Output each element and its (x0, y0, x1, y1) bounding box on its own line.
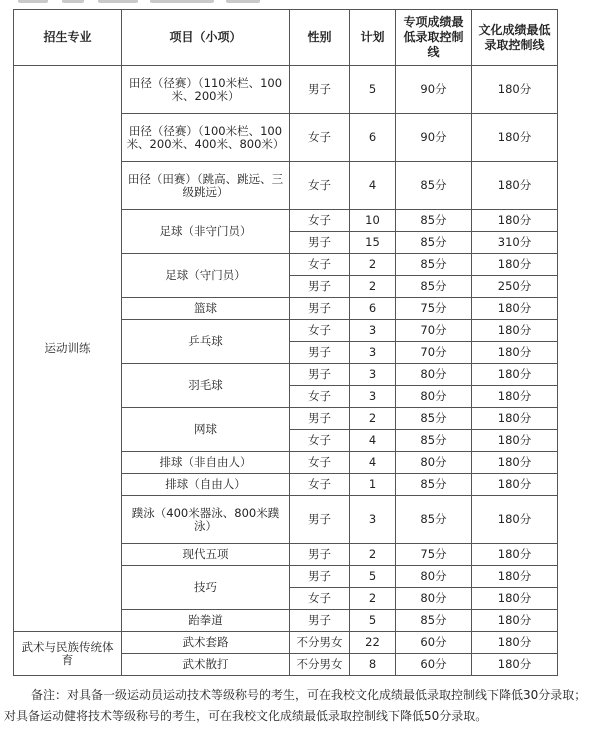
special-score-cell: 80分 (396, 566, 472, 588)
item-cell: 篮球 (122, 298, 290, 320)
gender-cell: 女子 (290, 210, 350, 232)
gender-cell: 女子 (290, 588, 350, 610)
culture-score-cell: 180分 (472, 66, 558, 114)
special-score-cell: 60分 (396, 632, 472, 654)
culture-score-cell: 180分 (472, 474, 558, 496)
item-cell: 田径（径赛）（110米栏、100米、200米） (122, 66, 290, 114)
gender-cell: 男子 (290, 496, 350, 544)
plan-cell: 5 (350, 66, 396, 114)
special-score-cell: 70分 (396, 342, 472, 364)
item-cell: 技巧 (122, 566, 290, 610)
culture-score-cell: 180分 (472, 452, 558, 474)
special-score-cell: 80分 (396, 386, 472, 408)
culture-score-cell: 180分 (472, 210, 558, 232)
special-score-cell: 80分 (396, 364, 472, 386)
item-cell: 乒乓球 (122, 320, 290, 364)
gender-cell: 男子 (290, 610, 350, 632)
plan-cell: 2 (350, 588, 396, 610)
special-score-cell: 90分 (396, 66, 472, 114)
gender-cell: 女子 (290, 386, 350, 408)
culture-score-cell: 180分 (472, 610, 558, 632)
gender-cell: 女子 (290, 162, 350, 210)
gender-cell: 女子 (290, 452, 350, 474)
plan-cell: 3 (350, 496, 396, 544)
culture-score-cell: 180分 (472, 408, 558, 430)
major-cell-wushu: 武术与民族传统体育 (14, 632, 122, 676)
special-score-cell: 60分 (396, 654, 472, 676)
special-score-cell: 70分 (396, 320, 472, 342)
item-cell: 田径（径赛）（100米栏、100米、200米、400米、800米） (122, 114, 290, 162)
gender-cell: 男子 (290, 566, 350, 588)
gender-cell: 女子 (290, 430, 350, 452)
item-cell: 排球（自由人） (122, 474, 290, 496)
table-row (14, 66, 558, 114)
gender-cell: 男子 (290, 232, 350, 254)
plan-cell: 5 (350, 610, 396, 632)
plan-cell: 2 (350, 408, 396, 430)
culture-score-cell: 180分 (472, 254, 558, 276)
culture-score-cell: 180分 (472, 162, 558, 210)
culture-score-cell: 180分 (472, 364, 558, 386)
admission-score-table (13, 9, 558, 676)
item-cell: 足球（守门员） (122, 254, 290, 298)
plan-cell: 3 (350, 386, 396, 408)
item-cell: 足球（非守门员） (122, 210, 290, 254)
item-cell: 跆拳道 (122, 610, 290, 632)
special-score-cell: 85分 (396, 430, 472, 452)
plan-cell: 4 (350, 162, 396, 210)
culture-score-cell: 180分 (472, 654, 558, 676)
table-header-row (14, 10, 558, 66)
culture-score-cell: 310分 (472, 232, 558, 254)
culture-score-cell: 180分 (472, 342, 558, 364)
special-score-cell: 85分 (396, 210, 472, 232)
special-score-cell: 85分 (396, 254, 472, 276)
plan-cell: 2 (350, 276, 396, 298)
plan-cell: 3 (350, 342, 396, 364)
culture-score-cell: 180分 (472, 320, 558, 342)
culture-score-cell: 180分 (472, 632, 558, 654)
gender-cell: 男子 (290, 276, 350, 298)
header-culture-score: 文化成绩最低录取控制线 (472, 10, 558, 66)
plan-cell: 1 (350, 474, 396, 496)
plan-cell: 3 (350, 364, 396, 386)
gender-cell: 男子 (290, 408, 350, 430)
gender-cell: 不分男女 (290, 654, 350, 676)
table-row (14, 632, 558, 654)
special-score-cell: 85分 (396, 162, 472, 210)
plan-cell: 22 (350, 632, 396, 654)
culture-score-cell: 180分 (472, 566, 558, 588)
plan-cell: 2 (350, 254, 396, 276)
culture-score-cell: 180分 (472, 588, 558, 610)
header-special-score: 专项成绩最低录取控制线 (396, 10, 472, 66)
culture-score-cell: 180分 (472, 496, 558, 544)
plan-cell: 15 (350, 232, 396, 254)
gender-cell: 男子 (290, 298, 350, 320)
cropped-text-strip (0, 0, 600, 8)
plan-cell: 2 (350, 544, 396, 566)
special-score-cell: 85分 (396, 610, 472, 632)
special-score-cell: 80分 (396, 588, 472, 610)
special-score-cell: 90分 (396, 114, 472, 162)
gender-cell: 男子 (290, 544, 350, 566)
gender-cell: 男子 (290, 342, 350, 364)
item-cell: 武术散打 (122, 654, 290, 676)
item-cell: 武术套路 (122, 632, 290, 654)
special-score-cell: 75分 (396, 298, 472, 320)
plan-cell: 8 (350, 654, 396, 676)
header-major: 招生专业 (14, 10, 122, 66)
plan-cell: 6 (350, 298, 396, 320)
special-score-cell: 85分 (396, 474, 472, 496)
culture-score-cell: 180分 (472, 430, 558, 452)
culture-score-cell: 180分 (472, 298, 558, 320)
item-cell: 网球 (122, 408, 290, 452)
gender-cell: 女子 (290, 320, 350, 342)
culture-score-cell: 180分 (472, 114, 558, 162)
major-cell-sports-training: 运动训练 (14, 66, 122, 632)
special-score-cell: 75分 (396, 544, 472, 566)
plan-cell: 10 (350, 210, 396, 232)
header-item: 项目（小项） (122, 10, 290, 66)
plan-cell: 4 (350, 430, 396, 452)
special-score-cell: 85分 (396, 496, 472, 544)
item-cell: 羽毛球 (122, 364, 290, 408)
plan-cell: 4 (350, 452, 396, 474)
item-cell: 田径（田赛）（跳高、跳远、三级跳远） (122, 162, 290, 210)
plan-cell: 6 (350, 114, 396, 162)
gender-cell: 女子 (290, 474, 350, 496)
special-score-cell: 80分 (396, 452, 472, 474)
culture-score-cell: 250分 (472, 276, 558, 298)
header-plan: 计划 (350, 10, 396, 66)
culture-score-cell: 180分 (472, 544, 558, 566)
gender-cell: 女子 (290, 254, 350, 276)
item-cell: 现代五项 (122, 544, 290, 566)
special-score-cell: 85分 (396, 408, 472, 430)
plan-cell: 3 (350, 320, 396, 342)
item-cell: 排球（非自由人） (122, 452, 290, 474)
footnote: 备注：对具备一级运动员运动技术等级称号的考生，可在我校文化成绩最低录取控制线下降低30分录取；对具备运动健将技术等级称号的考生，可在我校文化成绩最低录取控制线下降低50分录取。 (4, 688, 587, 723)
header-gender: 性别 (290, 10, 350, 66)
gender-cell: 女子 (290, 114, 350, 162)
item-cell: 蹼泳（400米器泳、800米蹼泳） (122, 496, 290, 544)
culture-score-cell: 180分 (472, 386, 558, 408)
gender-cell: 不分男女 (290, 632, 350, 654)
special-score-cell: 85分 (396, 276, 472, 298)
plan-cell: 5 (350, 566, 396, 588)
gender-cell: 男子 (290, 66, 350, 114)
gender-cell: 男子 (290, 364, 350, 386)
special-score-cell: 85分 (396, 232, 472, 254)
